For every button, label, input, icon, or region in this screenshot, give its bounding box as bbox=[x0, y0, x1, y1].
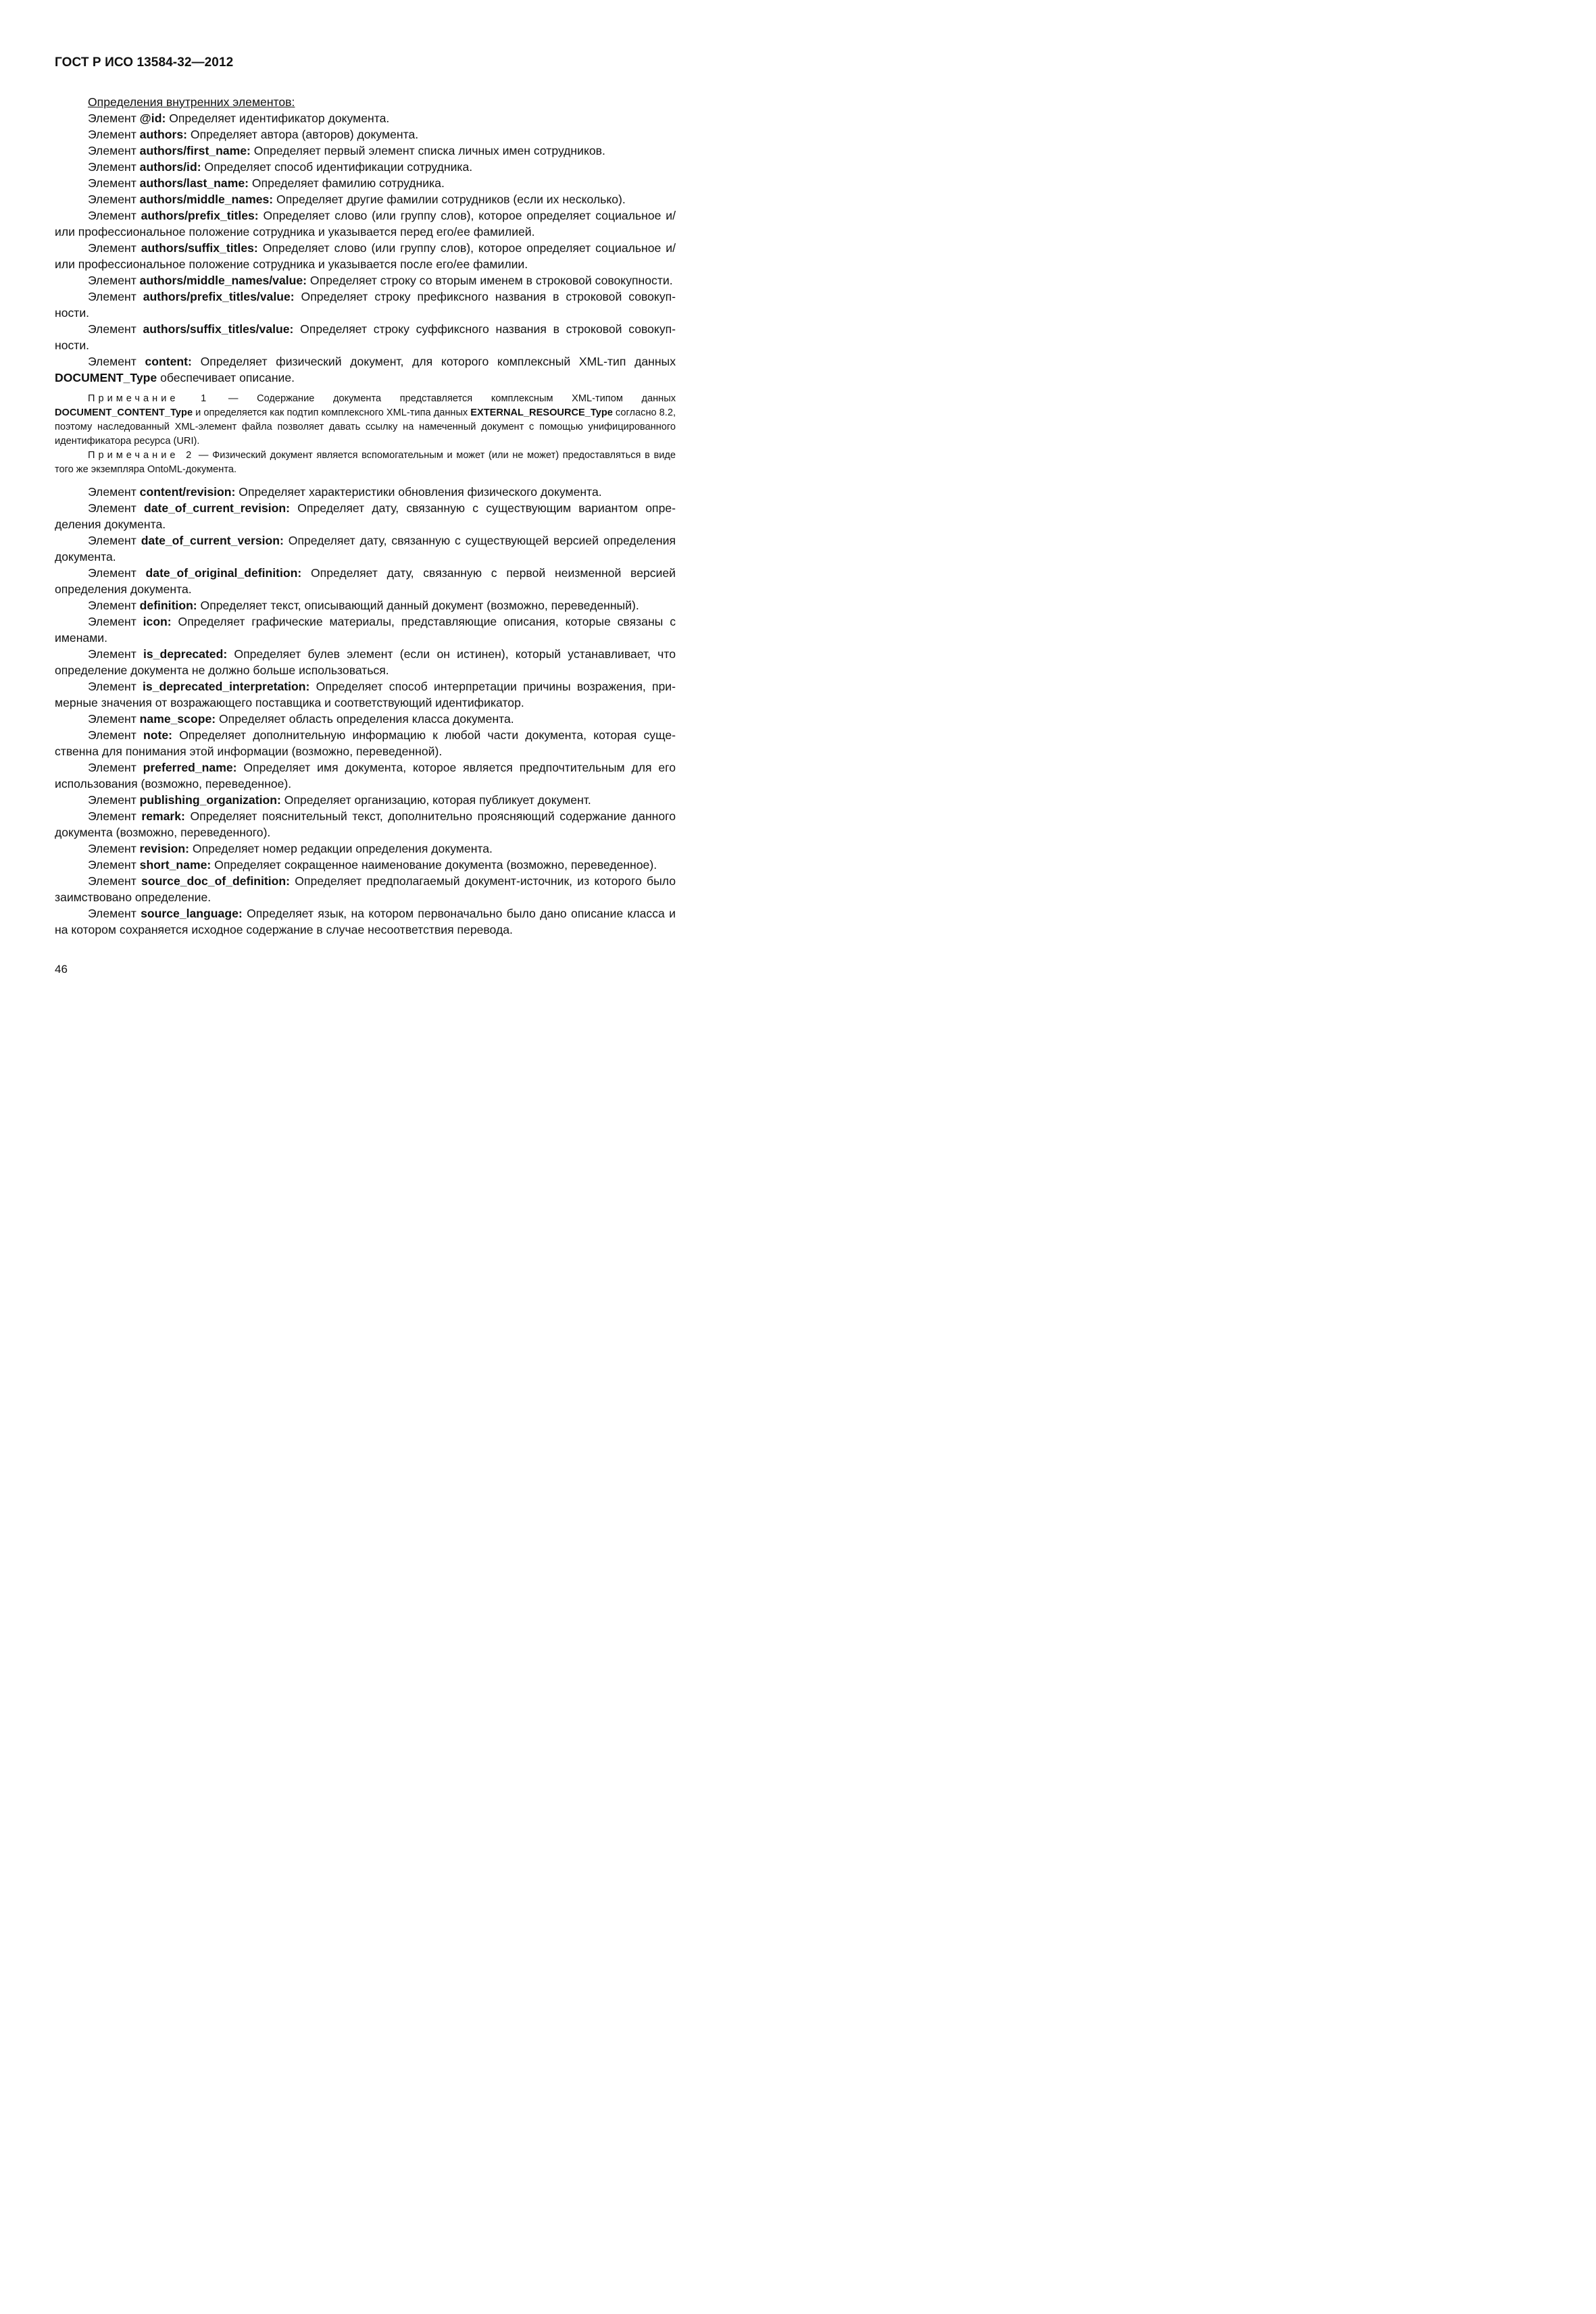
note-dash: — bbox=[209, 393, 257, 404]
element-description: Определяет слово (или группу слов), которое определяет социальное и/или профессиональное положение сотрудника и указывается после его/ее фамилии. bbox=[55, 241, 676, 271]
element-term: authors: bbox=[139, 128, 188, 141]
element-term: date_of_current_version: bbox=[141, 534, 284, 547]
element-description: Определяет графические материалы, представляющие описания, которые связаны с именами. bbox=[55, 615, 676, 645]
element-prefix: Элемент bbox=[88, 761, 143, 774]
element-prefix: Элемент bbox=[88, 485, 140, 499]
element-prefix: Элемент bbox=[88, 566, 146, 580]
definition-entry bbox=[55, 532, 676, 565]
definition-entry bbox=[55, 484, 676, 500]
note-1 bbox=[55, 392, 676, 449]
element-term: publishing_organization: bbox=[139, 793, 281, 807]
element-prefix: Элемент bbox=[88, 907, 141, 920]
definition-entry bbox=[55, 597, 676, 613]
definition-entry bbox=[55, 613, 676, 646]
definition-entry bbox=[55, 191, 676, 207]
element-description: Определяет имя документа, которое является предпочтительным для его использования (возможно, переведенное). bbox=[55, 761, 676, 790]
element-prefix: Элемент bbox=[88, 193, 140, 206]
element-prefix: Элемент bbox=[88, 534, 141, 547]
definition-entry bbox=[55, 873, 676, 905]
notes-block bbox=[55, 392, 676, 477]
element-term: authors/middle_names/value: bbox=[139, 274, 307, 287]
element-prefix: Элемент bbox=[88, 842, 140, 855]
definition-entry-content bbox=[55, 353, 676, 386]
definition-entry bbox=[55, 240, 676, 272]
element-term: date_of_original_definition: bbox=[145, 566, 302, 580]
element-term: is_deprecated_interpretation: bbox=[143, 680, 310, 693]
element-term: authors/suffix_titles/value: bbox=[143, 322, 294, 336]
element-description: Определяет слово (или группу слов), которое определяет социальное и/или профессиональное положение сотрудника и указывается перед его/ее фамилией. bbox=[55, 209, 676, 238]
note-label: Примечание 2 bbox=[88, 450, 195, 461]
element-prefix: Элемент bbox=[88, 793, 140, 807]
element-term: revision: bbox=[139, 842, 189, 855]
element-term: authors/last_name: bbox=[139, 176, 249, 190]
note-2 bbox=[55, 449, 676, 477]
element-description: Определяет язык, на котором первоначально было дано описание класса и на котором сохраняется исходное содержание в случае несоответствия перевода. bbox=[55, 907, 676, 936]
element-description-end: обеспечивает описание. bbox=[157, 371, 295, 384]
element-term: authors/prefix_titles: bbox=[141, 209, 259, 222]
definition-entry bbox=[55, 110, 676, 126]
definition-entry bbox=[55, 792, 676, 808]
element-prefix: Элемент bbox=[88, 809, 142, 823]
element-prefix: Элемент bbox=[88, 680, 143, 693]
definition-entry bbox=[55, 143, 676, 159]
definition-entry bbox=[55, 759, 676, 792]
element-prefix: Элемент bbox=[88, 858, 140, 872]
element-term: @id: bbox=[139, 111, 166, 125]
element-term: name_scope: bbox=[139, 712, 216, 726]
definition-entry bbox=[55, 272, 676, 288]
definition-entry bbox=[55, 727, 676, 759]
element-prefix: Элемент bbox=[88, 144, 140, 157]
element-description: Определяет дату, связанную с существующей версией определения документа. bbox=[55, 534, 676, 563]
element-definitions-list-a bbox=[55, 110, 676, 353]
type-term: DOCUMENT_Type bbox=[55, 371, 157, 384]
element-description: Определяет текст, описывающий данный документ (возможно, переведенный). bbox=[197, 599, 639, 612]
element-description: Определяет дополнительную информацию к любой части документа, которая существенна для понимания этой информации (возможно, переведенной). bbox=[55, 728, 676, 758]
element-prefix: Элемент bbox=[88, 355, 145, 368]
element-term: authors/prefix_titles/value: bbox=[143, 290, 295, 303]
document-body bbox=[55, 94, 676, 938]
element-prefix: Элемент bbox=[88, 647, 143, 661]
definition-entry bbox=[55, 678, 676, 711]
element-term: short_name: bbox=[139, 858, 211, 872]
element-term: date_of_current_revision: bbox=[143, 501, 291, 515]
element-description: Определяет характеристики обновления физического документа. bbox=[235, 485, 602, 499]
element-prefix: Элемент bbox=[88, 160, 140, 174]
note-term: EXTERNAL_RESOURCE_Type bbox=[470, 407, 613, 418]
note-label: Примечание 1 bbox=[88, 393, 210, 404]
element-prefix: Элемент bbox=[88, 322, 143, 336]
element-term: source_doc_of_definition: bbox=[141, 874, 290, 888]
note-text: Содержание документа представляется комплексным XML-типом данных bbox=[257, 393, 676, 404]
element-description: Определяет другие фамилии сотрудников (если их несколько). bbox=[273, 193, 626, 206]
element-term: content/revision: bbox=[139, 485, 236, 499]
element-description: Определяет предполагаемый документ-источник, из которого было заимствовано определение. bbox=[55, 874, 676, 904]
definition-entry bbox=[55, 159, 676, 175]
note-dash: — bbox=[195, 450, 213, 461]
element-description: Определяет сокращенное наименование документа (возможно, переведенное). bbox=[211, 858, 657, 872]
element-prefix: Элемент bbox=[88, 290, 143, 303]
element-description: Определяет дату, связанную с существующим вариантом определения документа. bbox=[55, 501, 676, 531]
element-description: Определяет булев элемент (если он истинен), который устанавливает, что определение документа не должно больше использоваться. bbox=[55, 647, 676, 677]
element-term: preferred_name: bbox=[143, 761, 237, 774]
page-header-document-id: ГОСТ Р ИСО 13584-32—2012 bbox=[55, 55, 234, 70]
element-description: Определяет пояснительный текст, дополнительно проясняющий содержание данного документа (возможно, переведенного). bbox=[55, 809, 676, 839]
element-description: Определяет физический документ, для которого комплексный XML-тип данных bbox=[191, 355, 676, 368]
element-description: Определяет первый элемент списка личных имен сотрудников. bbox=[250, 144, 605, 157]
element-description: Определяет область определения класса документа. bbox=[216, 712, 514, 726]
element-term: note: bbox=[143, 728, 172, 742]
note-term: DOCUMENT_CONTENT_Type bbox=[55, 407, 193, 418]
element-term: authors/suffix_titles: bbox=[141, 241, 258, 255]
element-description: Определяет фамилию сотрудника. bbox=[248, 176, 445, 190]
element-description: Определяет организацию, которая публикует документ. bbox=[280, 793, 591, 807]
element-term: authors/id: bbox=[139, 160, 201, 174]
definition-entry bbox=[55, 905, 676, 938]
element-term: authors/first_name: bbox=[139, 144, 251, 157]
element-prefix: Элемент bbox=[88, 874, 142, 888]
element-prefix: Элемент bbox=[88, 728, 143, 742]
note-text: согласно 8.2, поэтому наследованный XML-элемент файла позволяет давать ссылку на намеченный документ с помощью унифицированного идентификатора ресурса (URI). bbox=[55, 407, 676, 447]
element-prefix: Элемент bbox=[88, 615, 143, 628]
definition-entry bbox=[55, 321, 676, 353]
note-text: Физический документ является вспомогательным и может (или не может) предоставляться в виде того же экземпляра OntoML-документа. bbox=[55, 450, 676, 475]
element-description: Определяет дату, связанную с первой неизменной версией определения документа. bbox=[55, 566, 676, 596]
element-prefix: Элемент bbox=[88, 599, 140, 612]
element-prefix: Элемент bbox=[88, 209, 141, 222]
element-term: remark: bbox=[141, 809, 185, 823]
definition-entry bbox=[55, 126, 676, 143]
definition-entry bbox=[55, 500, 676, 532]
section-heading-text: Определения внутренних элементов: bbox=[88, 95, 295, 109]
definition-entry bbox=[55, 840, 676, 857]
definition-entry bbox=[55, 646, 676, 678]
element-prefix: Элемент bbox=[88, 274, 140, 287]
definition-entry bbox=[55, 288, 676, 321]
element-description: Определяет способ интерпретации причины возражения, примерные значения от возражающего поставщика и соответствующий идентификатор. bbox=[55, 680, 676, 709]
page-number: 46 bbox=[55, 963, 68, 976]
element-description: Определяет номер редакции определения документа. bbox=[189, 842, 493, 855]
section-heading bbox=[55, 94, 676, 110]
element-prefix: Элемент bbox=[88, 111, 140, 125]
element-description: Определяет строку суффиксного названия в строковой совокупности. bbox=[55, 322, 676, 352]
element-prefix: Элемент bbox=[88, 501, 144, 515]
element-definitions-list-b bbox=[55, 484, 676, 938]
definition-entry bbox=[55, 808, 676, 840]
element-description: Определяет способ идентификации сотрудника. bbox=[201, 160, 473, 174]
element-description: Определяет строку префиксного названия в строковой совокупности. bbox=[55, 290, 676, 320]
element-term: definition: bbox=[139, 599, 197, 612]
element-description: Определяет строку со вторым именем в строковой совокупности. bbox=[307, 274, 673, 287]
element-description: Определяет автора (авторов) документа. bbox=[187, 128, 419, 141]
element-term: is_deprecated: bbox=[143, 647, 228, 661]
element-term: source_language: bbox=[141, 907, 243, 920]
definition-entry bbox=[55, 565, 676, 597]
element-prefix: Элемент bbox=[88, 176, 140, 190]
definition-entry bbox=[55, 711, 676, 727]
definition-entry bbox=[55, 857, 676, 873]
note-text: и определяется как подтип комплексного XML-типа данных bbox=[193, 407, 471, 418]
element-term: icon: bbox=[143, 615, 172, 628]
element-description: Определяет идентификатор документа. bbox=[166, 111, 390, 125]
element-term: authors/middle_names: bbox=[139, 193, 274, 206]
element-term: content: bbox=[145, 355, 192, 368]
definition-entry bbox=[55, 207, 676, 240]
element-prefix: Элемент bbox=[88, 128, 140, 141]
definition-entry bbox=[55, 175, 676, 191]
element-prefix: Элемент bbox=[88, 241, 141, 255]
element-prefix: Элемент bbox=[88, 712, 140, 726]
